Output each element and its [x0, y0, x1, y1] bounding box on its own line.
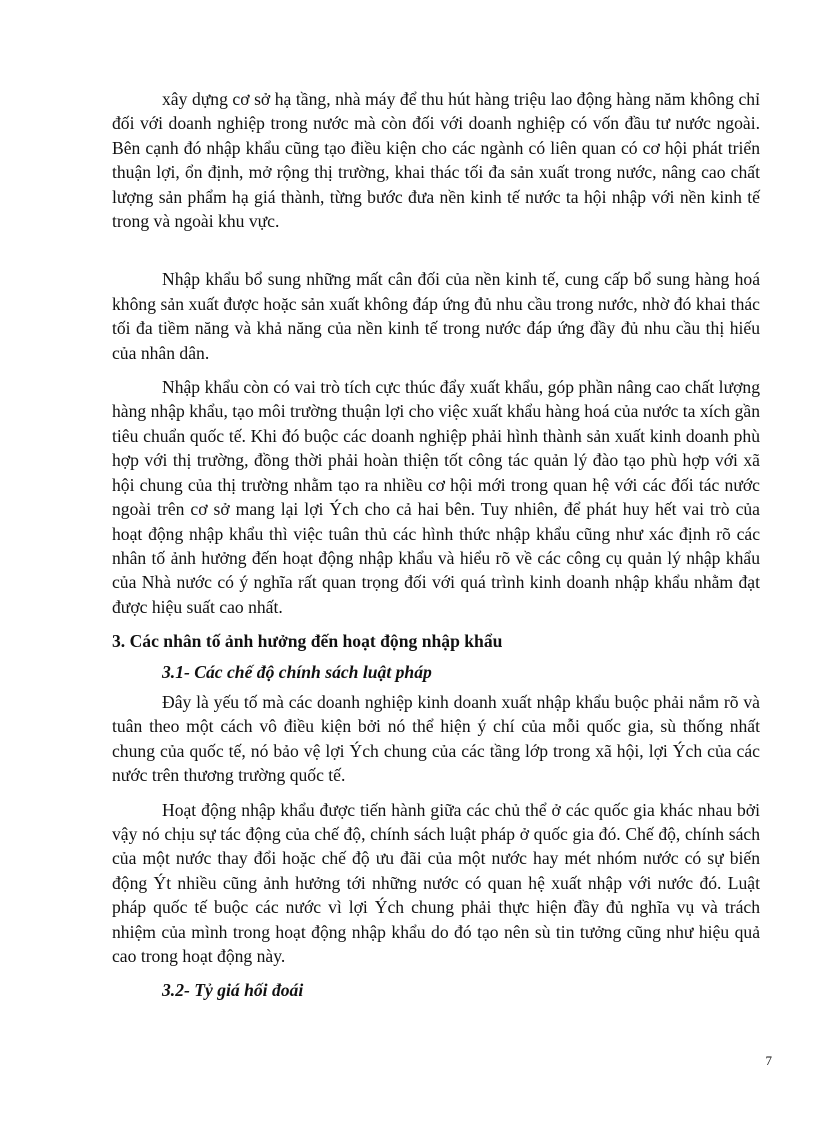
paragraph-import-balance: Nhập khẩu bổ sung những mất cân đối của nền kinh tế, cung cấp bổ sung hàng hoá không sản xuất được hoặc sản xuất không đáp ứng đủ nhu cầu trong nước, nhờ đó khai thác tối đa tiềm năng và khả năng của nền kinh tế trong nước đáp ứng đầy đủ nhu cầu thị hiếu của nhân dân. [112, 269, 760, 363]
subsection-heading-policy: 3.1- Các chế độ chính sách luật pháp [162, 661, 432, 682]
subsection-heading-exchange-rate: 3.2- Tỷ giá hối đoái [162, 980, 304, 1001]
page-number: 7 [765, 1053, 772, 1068]
body-text [112, 87, 760, 1003]
paragraph-intro-continuation: xây dựng cơ sở hạ tầng, nhà máy để thu hút hàng triệu lao động hàng năm không chỉ đối với doanh nghiệp trong nước mà còn đối với doanh nghiệp có vốn đầu tư nước ngoài. Bên cạnh đó nhập khẩu cũng tạo điều kiện cho các ngành có liên quan có cơ hội phát triển thuận lợi, ổn định, mở rộng thị trường, khai thác tối đa sản xuất trong nước, nâng cao chất lượng sản phẩm hạ giá thành, từng bước đưa nền kinh tế nước ta hội nhập với nền kinh tế trong và ngoài khu vực. [112, 89, 760, 232]
paragraph-policy-1: Đây là yếu tố mà các doanh nghiệp kinh doanh xuất nhập khẩu buộc phải nắm rõ và tuân theo một cách vô điều kiện bởi nó thể hiện ý chí của mỗi quốc gia, sù thống nhất chung của quốc tế, nó bảo vệ lợi Ých chung của các tầng lớp trong xã hội, lợi Ých của các nước trên thương trường quốc tế. [112, 691, 760, 786]
paragraph-policy-2: Hoạt động nhập khẩu được tiến hành giữa các chủ thể ở các quốc gia khác nhau bởi vậy nó chịu sự tác động của chế độ, chính sách luật pháp ở quốc gia đó. Chế độ, chính sách của một nước thay đổi hoặc chế độ ưu đãi của một nước hay mét nhóm nước có sự biến động Ýt nhiều cũng ảnh hưởng tới những nước có quan hệ xuất nhập với nước đó. Luật pháp quốc tế buộc các nước vì lợi Ých chung phải thực hiện đầy đủ nghĩa vụ và trách nhiệm của mình trong hoạt động nhập khẩu do đó tạo nên sù tin tưởng cũng như hiệu quả cao trong hoạt động này. [112, 799, 760, 966]
section-heading: 3. Các nhân tố ảnh hưởng đến hoạt động nhập khẩu [112, 631, 503, 652]
paragraph-import-role: Nhập khẩu còn có vai trò tích cực thúc đẩy xuất khẩu, góp phần nâng cao chất lượng hàng nhập khẩu, tạo môi trường thuận lợi cho việc xuất khẩu hàng hoá của nước ta xích gần tiêu chuẩn quốc tế. Khi đó buộc các doanh nghiệp phải hình thành sản xuất kinh doanh phù hợp với thị trường, đồng thời phải hoàn thiện tốt công tác quản lý đào tạo phù hợp với xã hội chung của thị trường nhằm tạo ra nhiều cơ hội mới trong quan hệ với các đối tác nước ngoài trên cơ sở mang lại lợi Ých cho cả hai bên. Tuy nhiên, để phát huy hết vai trò của hoạt động nhập khẩu thì việc tuân thủ các hình thức nhập khẩu cũng như xác định rõ các nhân tố ảnh hưởng đến hoạt động nhập khẩu và hiểu rõ về các công cụ quản lý nhập khẩu của Nhà nước có ý nghĩa rất quan trọng đối với quá trình kinh doanh nhập khẩu nhằm đạt được hiệu suất cao nhất. [112, 377, 760, 617]
